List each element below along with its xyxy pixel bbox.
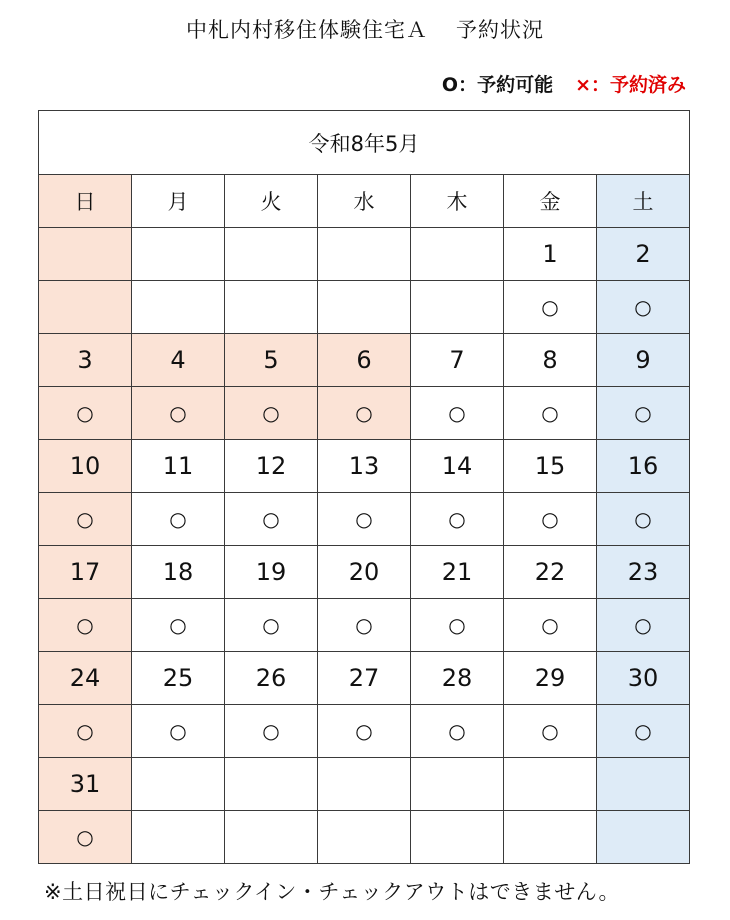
- weekday-header: 金: [504, 175, 597, 228]
- availability-row: [39, 281, 690, 334]
- day-row: [39, 440, 690, 493]
- availability-cell: [318, 281, 411, 334]
- availability-cell: ○: [225, 599, 318, 652]
- month-label: 令和8年5月: [39, 111, 690, 175]
- weekday-header: 日: [39, 175, 132, 228]
- day-cell: 31: [39, 758, 132, 811]
- availability-cell: ○: [39, 493, 132, 546]
- availability-cell: ○: [411, 387, 504, 440]
- availability-cell: [504, 811, 597, 864]
- weekday-header: 土: [597, 175, 690, 228]
- availability-cell: [39, 281, 132, 334]
- availability-cell: ○: [597, 599, 690, 652]
- availability-cell: ○: [597, 493, 690, 546]
- day-row: [39, 546, 690, 599]
- day-cell: [225, 758, 318, 811]
- day-cell: 16: [597, 440, 690, 493]
- availability-cell: [132, 811, 225, 864]
- weekday-header: 月: [132, 175, 225, 228]
- availability-cell: ○: [132, 599, 225, 652]
- availability-cell: ○: [225, 705, 318, 758]
- legend-available: O：予約可能: [441, 74, 554, 96]
- availability-cell: ○: [318, 705, 411, 758]
- day-cell: [411, 758, 504, 811]
- availability-cell: ○: [39, 599, 132, 652]
- availability-cell: ○: [39, 811, 132, 864]
- day-row: [39, 228, 690, 281]
- availability-cell: ○: [225, 387, 318, 440]
- availability-cell: ○: [597, 387, 690, 440]
- day-cell: 28: [411, 652, 504, 705]
- page-title: [0, 14, 730, 44]
- day-cell: [411, 228, 504, 281]
- availability-row: [39, 705, 690, 758]
- day-cell: [225, 228, 318, 281]
- day-cell: [597, 758, 690, 811]
- availability-row: [39, 811, 690, 864]
- weekday-header: 水: [318, 175, 411, 228]
- day-cell: 11: [132, 440, 225, 493]
- day-cell: [318, 758, 411, 811]
- legend: [442, 70, 686, 97]
- availability-cell: [411, 811, 504, 864]
- day-row: [39, 652, 690, 705]
- availability-cell: ○: [132, 387, 225, 440]
- day-cell: 15: [504, 440, 597, 493]
- month-row: [39, 111, 690, 175]
- availability-cell: [132, 281, 225, 334]
- availability-cell: ○: [39, 705, 132, 758]
- availability-cell: ○: [597, 705, 690, 758]
- title-main: 中札内村移住体験住宅Ａ: [186, 18, 428, 42]
- legend-booked: ×：予約済み: [575, 74, 686, 96]
- day-row: [39, 334, 690, 387]
- day-cell: [39, 228, 132, 281]
- title-sub: 予約状況: [456, 18, 544, 42]
- weekday-row: [39, 175, 690, 228]
- availability-cell: ○: [132, 493, 225, 546]
- weekday-header: 木: [411, 175, 504, 228]
- day-cell: 30: [597, 652, 690, 705]
- availability-cell: ○: [132, 705, 225, 758]
- availability-cell: ○: [318, 387, 411, 440]
- availability-cell: ○: [411, 599, 504, 652]
- availability-cell: ○: [504, 281, 597, 334]
- weekday-header: 火: [225, 175, 318, 228]
- day-cell: 26: [225, 652, 318, 705]
- day-cell: [318, 228, 411, 281]
- availability-cell: ○: [411, 705, 504, 758]
- day-cell: 25: [132, 652, 225, 705]
- availability-row: [39, 493, 690, 546]
- day-cell: 21: [411, 546, 504, 599]
- day-cell: 23: [597, 546, 690, 599]
- day-row: [39, 758, 690, 811]
- day-cell: 5: [225, 334, 318, 387]
- availability-cell: ○: [318, 599, 411, 652]
- day-cell: 22: [504, 546, 597, 599]
- day-cell: [132, 758, 225, 811]
- day-cell: 27: [318, 652, 411, 705]
- availability-cell: ○: [318, 493, 411, 546]
- day-cell: 13: [318, 440, 411, 493]
- availability-cell: ○: [597, 281, 690, 334]
- day-cell: 9: [597, 334, 690, 387]
- day-cell: 19: [225, 546, 318, 599]
- day-cell: 1: [504, 228, 597, 281]
- calendar-table: [38, 110, 690, 864]
- availability-row: [39, 599, 690, 652]
- day-cell: 7: [411, 334, 504, 387]
- day-cell: 17: [39, 546, 132, 599]
- availability-cell: [318, 811, 411, 864]
- day-cell: 20: [318, 546, 411, 599]
- availability-cell: [411, 281, 504, 334]
- day-cell: 24: [39, 652, 132, 705]
- availability-cell: ○: [504, 387, 597, 440]
- day-cell: 12: [225, 440, 318, 493]
- day-cell: 10: [39, 440, 132, 493]
- availability-cell: [225, 281, 318, 334]
- availability-cell: [225, 811, 318, 864]
- availability-cell: ○: [411, 493, 504, 546]
- day-cell: [132, 228, 225, 281]
- availability-cell: ○: [504, 599, 597, 652]
- footer-note: ※土日祝日にチェックイン・チェックアウトはできません。: [44, 880, 621, 904]
- availability-cell: [597, 811, 690, 864]
- availability-row: [39, 387, 690, 440]
- day-cell: [504, 758, 597, 811]
- day-cell: 2: [597, 228, 690, 281]
- availability-cell: ○: [504, 493, 597, 546]
- day-cell: 8: [504, 334, 597, 387]
- availability-cell: ○: [225, 493, 318, 546]
- day-cell: 6: [318, 334, 411, 387]
- availability-cell: ○: [504, 705, 597, 758]
- day-cell: 29: [504, 652, 597, 705]
- day-cell: 3: [39, 334, 132, 387]
- day-cell: 4: [132, 334, 225, 387]
- day-cell: 18: [132, 546, 225, 599]
- availability-cell: ○: [39, 387, 132, 440]
- day-cell: 14: [411, 440, 504, 493]
